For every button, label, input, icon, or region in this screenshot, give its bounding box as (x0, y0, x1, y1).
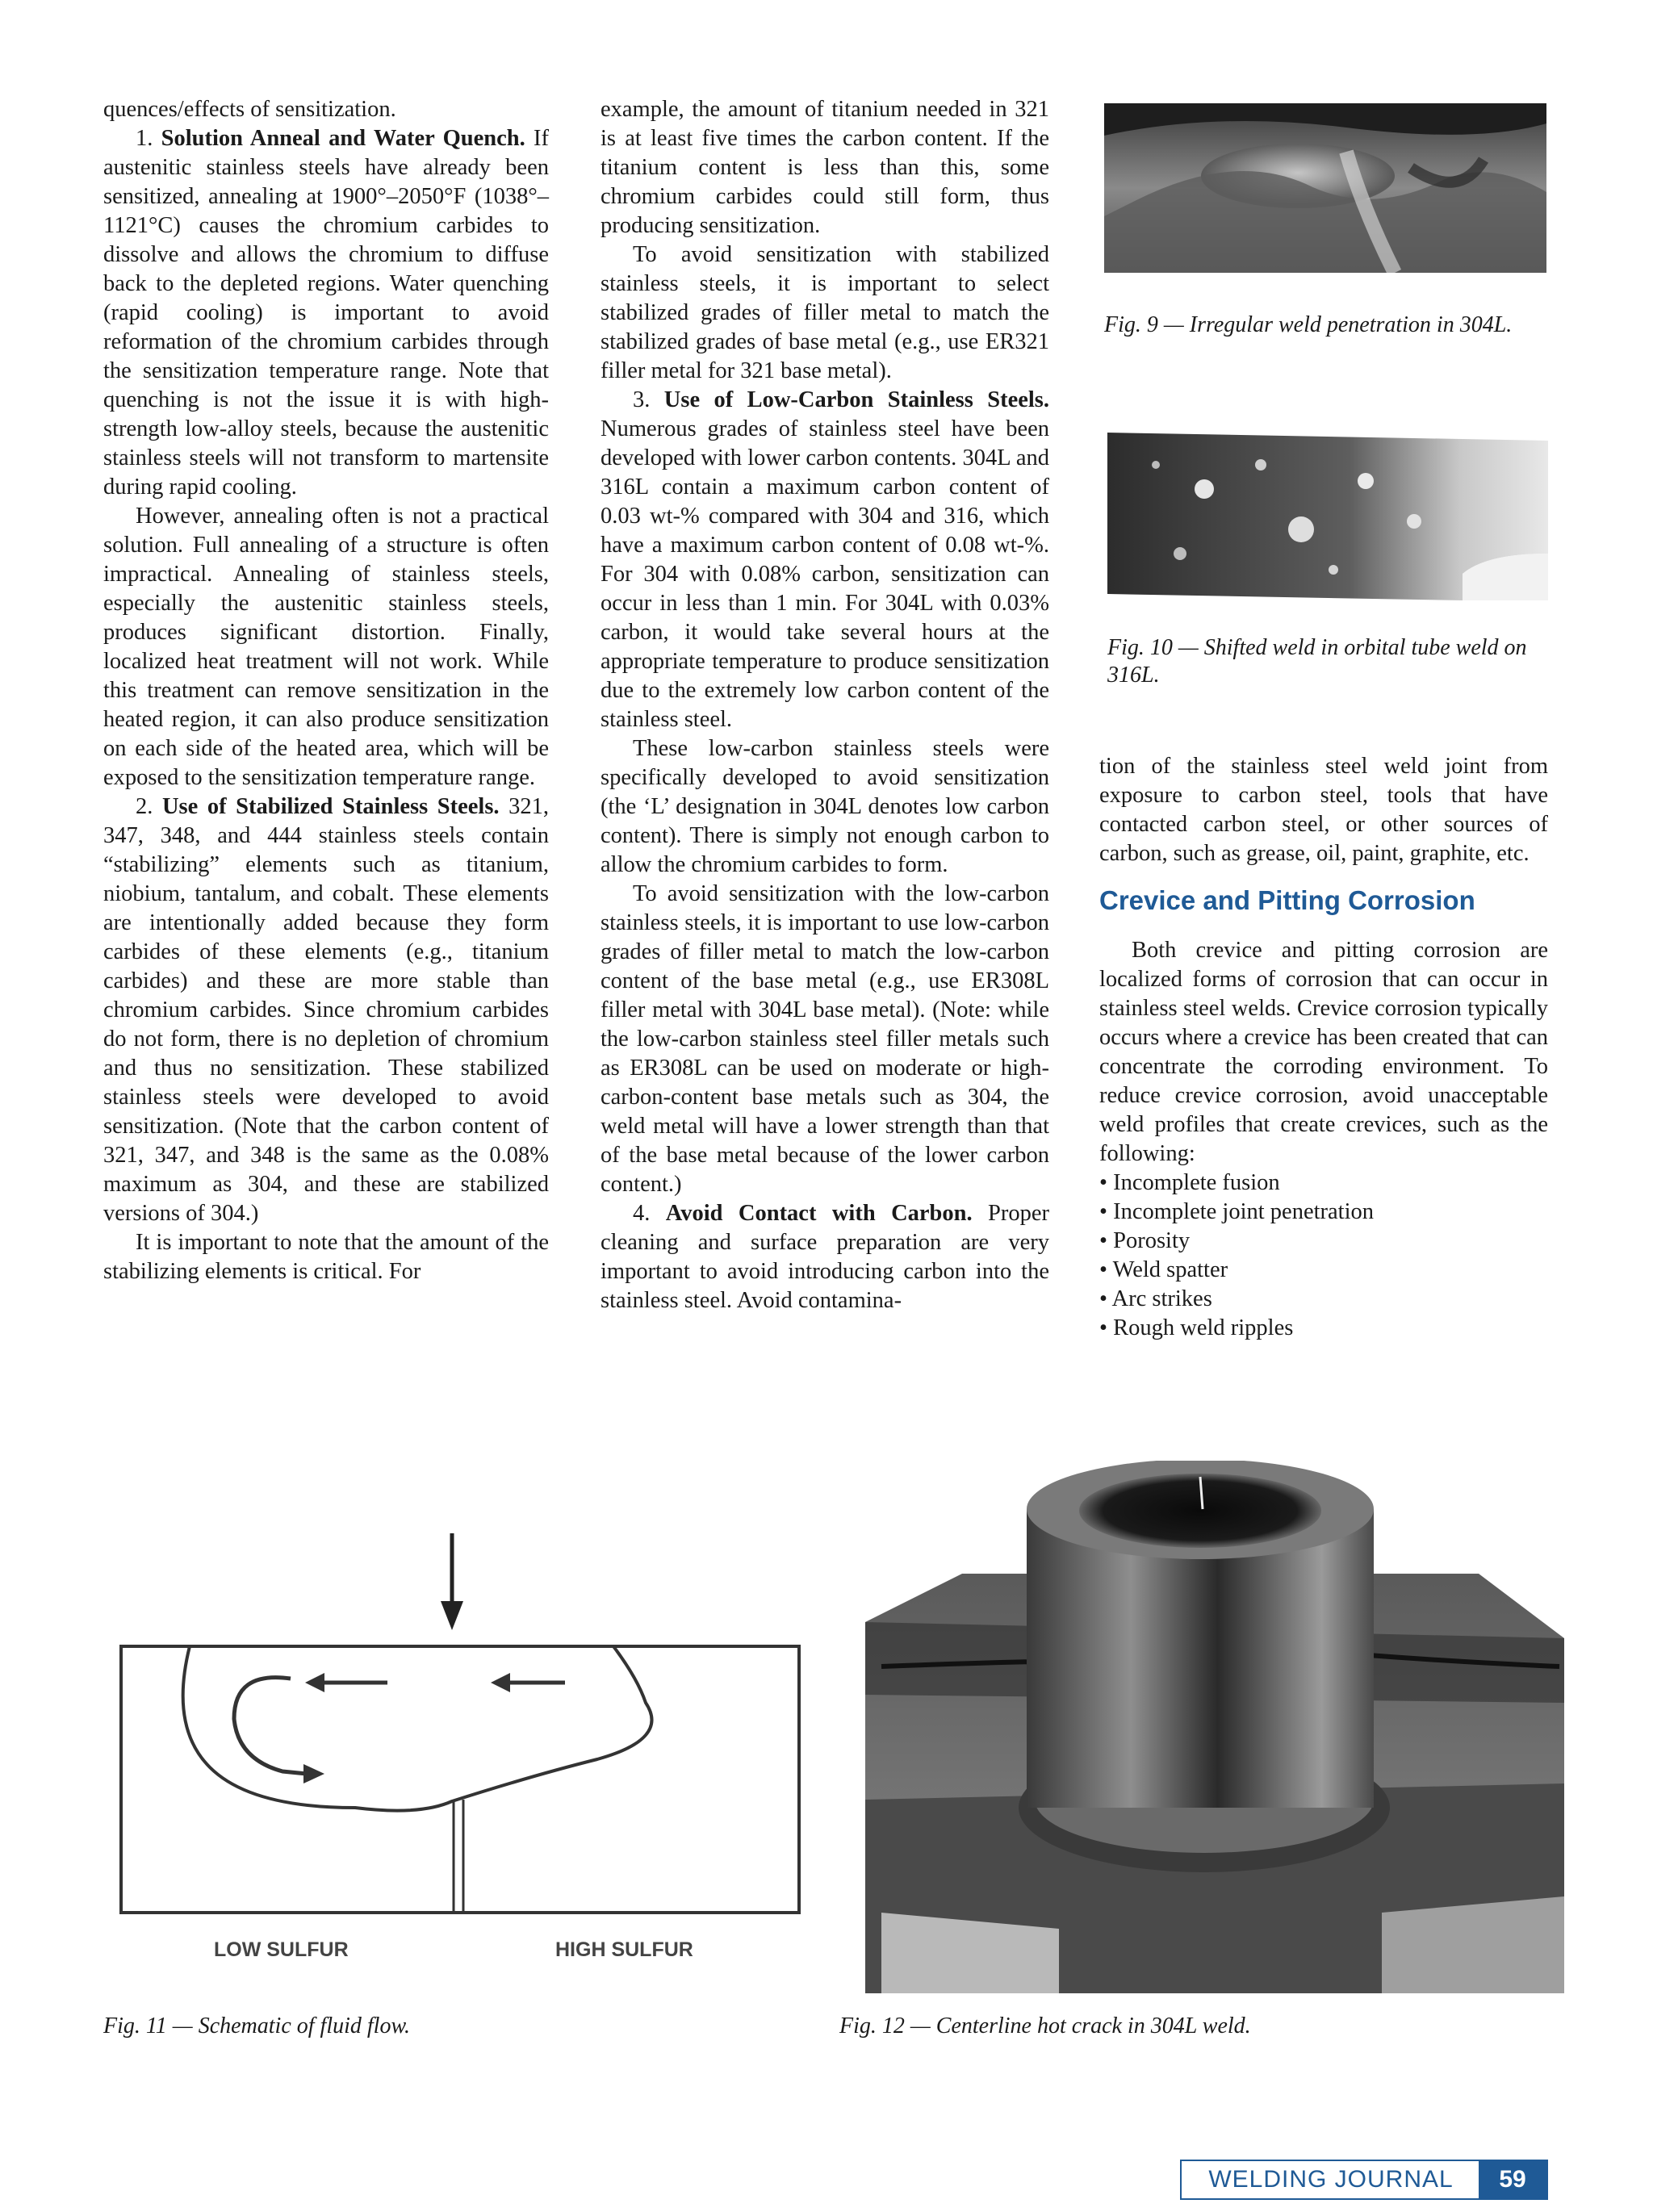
fig10-caption: Fig. 10 — Shifted weld in orbital tube weld on 316L. (1107, 635, 1527, 688)
hot-crack-image (865, 1461, 1564, 1993)
run-in-heading: Use of Stabilized Stainless Steels. (161, 794, 500, 819)
paragraph: example, the amount of titanium needed in 321 is at least five times the carbon content. If the titanium content is less than this, some chromium carbides could still form, thus producing sensitization. (601, 97, 1049, 238)
fig9-caption: Fig. 9 — Irregular weld penetration in 304L. (1104, 312, 1513, 337)
flow-loop-arrow (234, 1678, 307, 1774)
paragraph: tion of the stainless steel weld joint from exposure to carbon steel, tools that have contacted carbon steel, or other sources of carbon, such as grease, oil, paint, graphite, etc. (1099, 754, 1548, 866)
paragraph: 3. Use of Low-Carbon Stainless Steels. Numerous grades of stainless steel have been developed with lower carbon contents. 304L and 316L contain a maximum carbon content of 0.03 wt-% compared with 304 and 316, which have a maximum carbon content of 0.08 wt-%. For 304 with 0.08% carbon, sensitization can occur in less than 1 min. For 304L with 0.03% carbon, it would take several hours at the appropriate temperature to produce sensitization due to the extremely low carbon content of the stainless steel. (601, 387, 1050, 732)
list-item: • Weld spatter (1099, 1257, 1228, 1282)
fig10-photo (1107, 433, 1548, 600)
paragraph: quences/effects of sensitization. (103, 97, 396, 122)
paragraph: 4. Avoid Contact with Carbon. Proper cleaning and surface preparation are very important to avoid introducing carbon into the stainless steel. Avoid contamina- (601, 1201, 1049, 1313)
paragraph: 2. Use of Stabilized Stainless Steels. 321, 347, 348, and 444 stainless steels contain “stabilizing” elements such as titanium, niobium, tantalum, and cobalt. These elements are intentionally added because they form carbides of these elements (e.g., titanium carbides) and these are more stable than chromium carbides. Since chromium carbides do not form, there is no depletion of chromium and thus no sensitization. These stabilized stainless steels were developed to avoid sensitization. (Note that the carbon content of 321, 347, and 348 is the same as the 0.08% maximum as 304, and these are stabilized versions of 304.) (103, 794, 550, 1226)
text-column-1 (103, 95, 549, 1286)
paragraph: To avoid sensitization with stabilized stainless steels, it is important to select stabilized grades of filler metal to match the stabilized grades of base metal (e.g., use ER321 filler metal for 321 base metal). (601, 242, 1049, 383)
fig10-weld-image (1107, 433, 1548, 600)
fig12-caption: Fig. 12 — Centerline hot crack in 304L weld. (839, 2013, 1251, 2038)
paragraph: These low-carbon stainless steels were specifically developed to avoid sensitization (the ‘L’ designation in 304L denotes low carbon content). There is simply not enough carbon to allow the chromium carbides to form. (601, 736, 1049, 877)
journal-name: WELDING JOURNAL (1208, 2166, 1454, 2193)
list-item: • Incomplete joint penetration (1099, 1199, 1374, 1224)
fluid-flow-diagram (113, 1517, 812, 1969)
fig11-caption: Fig. 11 — Schematic of fluid flow. (103, 2013, 411, 2038)
section-heading: Crevice and Pitting Corrosion (1099, 885, 1475, 915)
list-item: • Porosity (1099, 1228, 1191, 1253)
list-item: • Incomplete fusion (1099, 1170, 1280, 1195)
list-item: • Arc strikes (1099, 1286, 1212, 1311)
bullet-list (1099, 1169, 1548, 1343)
paragraph: 1. Solution Anneal and Water Quench. If austenitic stainless steels have already been sensitized, annealing at 1900°–2050°F (1038°–1121°C) causes the chromium carbides to dissolve and allows the chromium to diffuse back to the depleted regions. Water quenching (rapid cooling) is important to avoid reformation of the chromium carbides through the sensitization temperature range. Note that quenching is not the issue it is with high-strength low-alloy steels, because the austenitic stainless steels will not transform to martensite during rapid cooling. (103, 126, 549, 500)
text-column-3 (1099, 752, 1548, 1343)
paragraph: However, annealing often is not a practical solution. Full annealing of a structure is often impractical. Annealing of stainless steels, especially the austenitic stainless steels, produces significant distortion. Finally, localized heat treatment will not work. While this treatment can remove sensitization in the heated region, it can also produce sensitization on each side of the heated area, which will be exposed to the sensitization temperature range. (103, 504, 549, 790)
list-item: • Rough weld ripples (1099, 1315, 1294, 1340)
run-in-heading: Avoid Contact with Carbon. (665, 1201, 973, 1226)
fig12-photo (865, 1461, 1564, 1993)
text-column-2 (601, 95, 1049, 1315)
fig9-weld-image (1104, 103, 1546, 273)
paragraph: It is important to note that the amount of the stabilizing elements is critical. For (103, 1230, 549, 1284)
fig11-schematic (113, 1517, 812, 1969)
fig9-photo (1104, 103, 1546, 273)
arrow-head-icon (441, 1601, 463, 1630)
high-sulfur-label: HIGH SULFUR (555, 1938, 693, 1961)
journal-footer (1180, 2160, 1548, 2200)
run-in-heading: Use of Low-Carbon Stainless Steels. (663, 387, 1050, 412)
page-number: 59 (1479, 2161, 1546, 2198)
weld-pool-profile (183, 1646, 652, 1811)
run-in-heading: Solution Anneal and Water Quench. (161, 126, 525, 151)
paragraph: To avoid sensitization with the low-carbon stainless steels, it is important to use low-carbon grades of filler metal to match the low-carbon content of the base metal (e.g., use ER308L filler metal with 304L base metal). (Note: while the low-carbon stainless steel filler metals such as ER308L can be used on moderate or high-carbon-content base metals such as 304, the weld metal will have a lower strength than that of the base metal because of the lower carbon content.) (601, 881, 1049, 1197)
low-sulfur-label: LOW SULFUR (214, 1938, 349, 1961)
paragraph: Both crevice and pitting corrosion are localized forms of corrosion that can occur in stainless steel welds. Crevice corrosion typically occurs where a crevice has been created that can concentrate the corroding environment. To reduce crevice corrosion, avoid unacceptable weld profiles that create crevices, such as the following: (1099, 938, 1548, 1166)
